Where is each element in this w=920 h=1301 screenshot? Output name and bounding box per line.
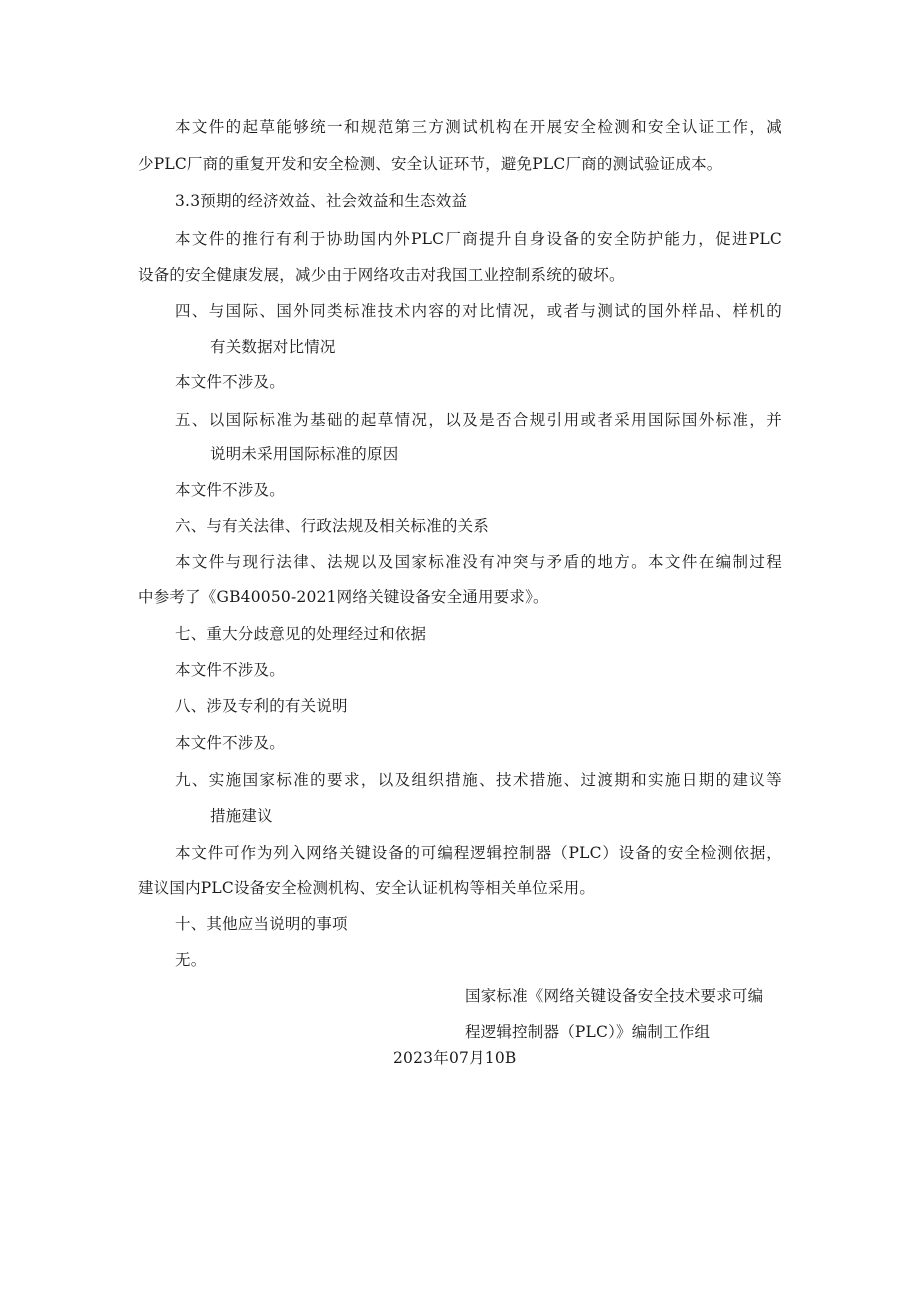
para1-line1: 本文件的起草能够统一和规范第三方测试机构在开展安全检测和安全认证工作，减 <box>175 118 782 136</box>
section10-body: 无。 <box>175 951 207 969</box>
signature-line1: 国家标准《网络关键设备安全技术要求可编 <box>465 987 764 1005</box>
heading-3-3: 3.3预期的经济效益、社会效益和生态效益 <box>175 192 468 210</box>
section6-body-line1: 本文件与现行法律、法规以及国家标准没有冲突与矛盾的地方。本文件在编制过程 <box>175 553 782 571</box>
section6-body-line2: 中参考了《GB40050-2021网络关键设备安全通用要求》。 <box>138 588 549 606</box>
section8-body: 本文件不涉及。 <box>175 734 285 752</box>
section5-title-line1: 五、以国际标准为基础的起草情况，以及是否合规引用或者采用国际国外标准，并 <box>175 411 782 429</box>
para2-line1: 本文件的推行有利于协助国内外PLC厂商提升自身设备的安全防护能力，促进PLC <box>175 230 782 248</box>
section9-body-line2: 建议国内PLC设备安全检测机构、安全认证机构等相关单位采用。 <box>138 879 596 897</box>
signature-date: 2023年07月10B <box>393 1049 517 1067</box>
para2-line2: 设备的安全健康发展，减少由于网络攻击对我国工业控制系统的破坏。 <box>138 266 625 284</box>
section4-title-line2: 有关数据对比情况 <box>210 338 336 356</box>
section8-title: 八、涉及专利的有关说明 <box>175 697 348 715</box>
section9-body-line1: 本文件可作为列入网络关键设备的可编程逻辑控制器（PLC）设备的安全检测依据， <box>175 844 782 862</box>
signature-line2: 程逻辑控制器（PLC）》编制工作组 <box>465 1023 711 1041</box>
section9-title-line2: 措施建议 <box>210 807 273 825</box>
section7-title: 七、重大分歧意见的处理经过和依据 <box>175 625 427 643</box>
section5-body: 本文件不涉及。 <box>175 481 285 499</box>
section6-title: 六、与有关法律、行政法规及相关标准的关系 <box>175 517 490 535</box>
para1-line2: 少PLC厂商的重复开发和安全检测、安全认证环节，避免PLC厂商的测试验证成本。 <box>138 155 723 173</box>
section4-body: 本文件不涉及。 <box>175 373 285 391</box>
section5-title-line2: 说明未采用国际标准的原因 <box>210 445 399 463</box>
section4-title-line1: 四、与国际、国外同类标准技术内容的对比情况，或者与测试的国外样品、样机的 <box>175 302 782 320</box>
section7-body: 本文件不涉及。 <box>175 661 285 679</box>
section9-title-line1: 九、实施国家标准的要求，以及组织措施、技术措施、过渡期和实施日期的建议等 <box>175 771 782 789</box>
section10-title: 十、其他应当说明的事项 <box>175 915 348 933</box>
